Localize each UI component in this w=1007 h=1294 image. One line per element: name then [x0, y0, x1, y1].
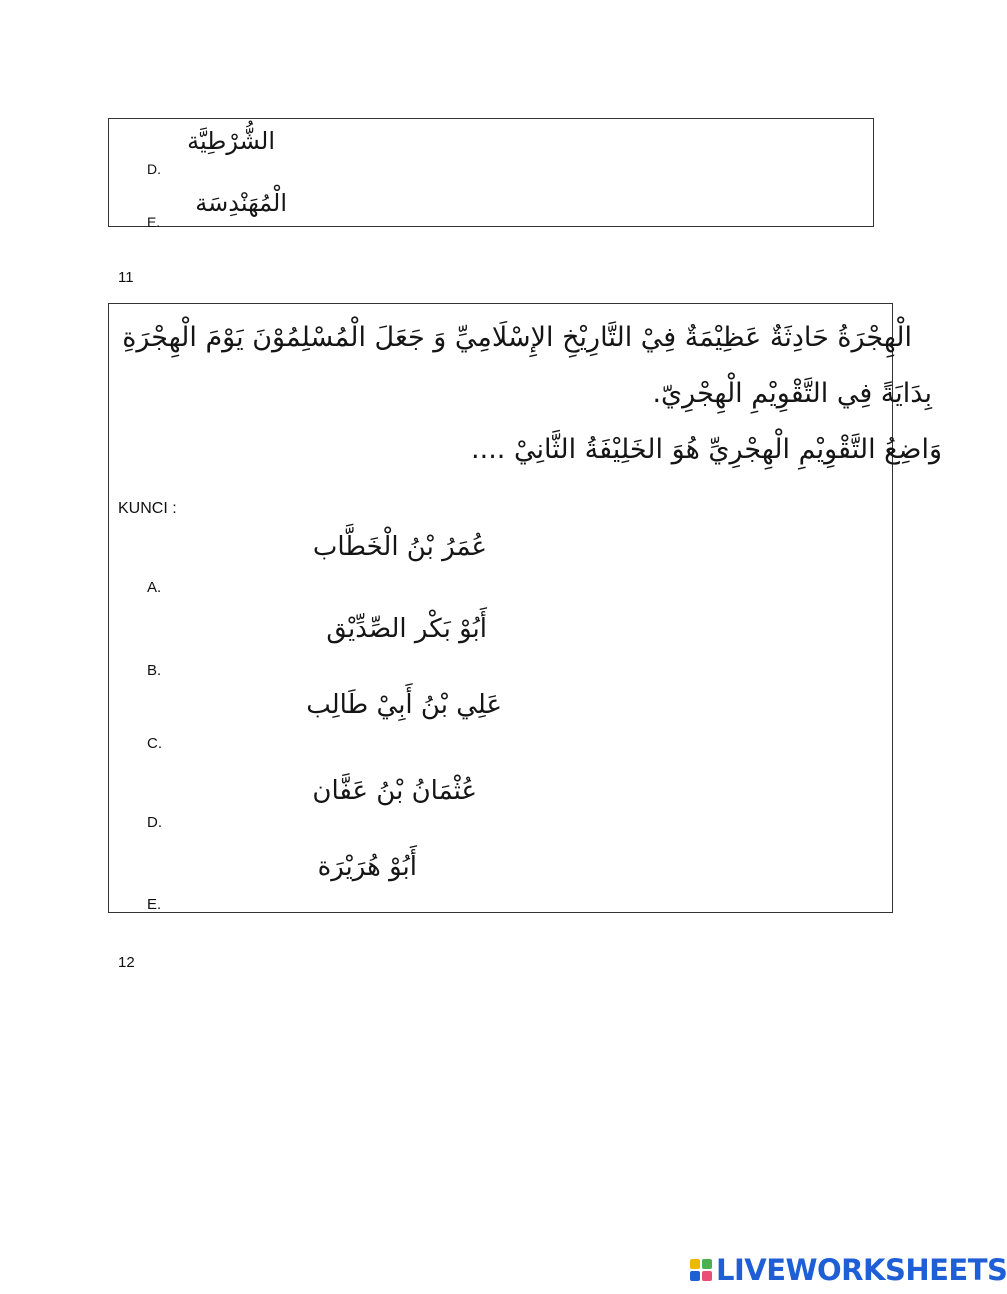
question-12-number: 12	[118, 954, 135, 971]
option-c-letter: C.	[147, 735, 162, 752]
question-11-line-3: وَاضِعُ التَّقْوِيْمِ الْهِجْرِيِّ هُوَ الخَلِيْفَةُ الثَّانِيْ ....	[471, 434, 942, 465]
liveworksheets-wordmark: LIVEWORKSHEETS	[716, 1253, 1007, 1287]
option-d-text: الشُّرْطِيَّة	[187, 127, 275, 155]
liveworksheets-logo	[690, 1254, 1007, 1286]
option-d-letter: D.	[147, 161, 161, 177]
liveworksheets-logo-icon	[690, 1259, 712, 1281]
option-d-letter: D.	[147, 814, 162, 831]
option-b-letter: B.	[147, 662, 162, 679]
option-e-letter: E.	[147, 214, 161, 230]
option-e-letter: E.	[147, 896, 162, 913]
option-b-text: أَبُوْ بَكْر الصِّدِّيْق	[326, 614, 487, 644]
option-a-letter: A.	[147, 579, 162, 596]
option-c-text: عَلِي بْنُ أَبِيْ طَالِب	[306, 690, 502, 720]
option-a-text: عُمَرُ بْنُ الْخَطَّاب	[312, 532, 487, 562]
question-11-number: 11	[118, 269, 134, 286]
option-e-text: الْمُهَنْدِسَة	[195, 189, 287, 217]
question-10-options-box	[108, 118, 874, 230]
option-e-text: أَبُوْ هُرَيْرَة	[317, 852, 417, 882]
option-d-text: عُثْمَانُ بْنُ عَفَّان	[312, 776, 477, 806]
question-11-line-2: بِدَايَةً فِي التَّقْوِيْمِ الْهِجْرِيّ.	[652, 378, 932, 409]
question-11-line-1: الْهِجْرَةُ حَادِثَةٌ عَظِيْمَةٌ فِيْ التَّارِيْخِ الإِسْلَامِيِّ وَ جَعَلَ الْمُسْلِمُوْنَ يَوْمَ الْهِجْرَةِ	[122, 322, 912, 353]
question-11-box	[108, 303, 942, 913]
kunci-label: KUNCI :	[118, 500, 177, 517]
